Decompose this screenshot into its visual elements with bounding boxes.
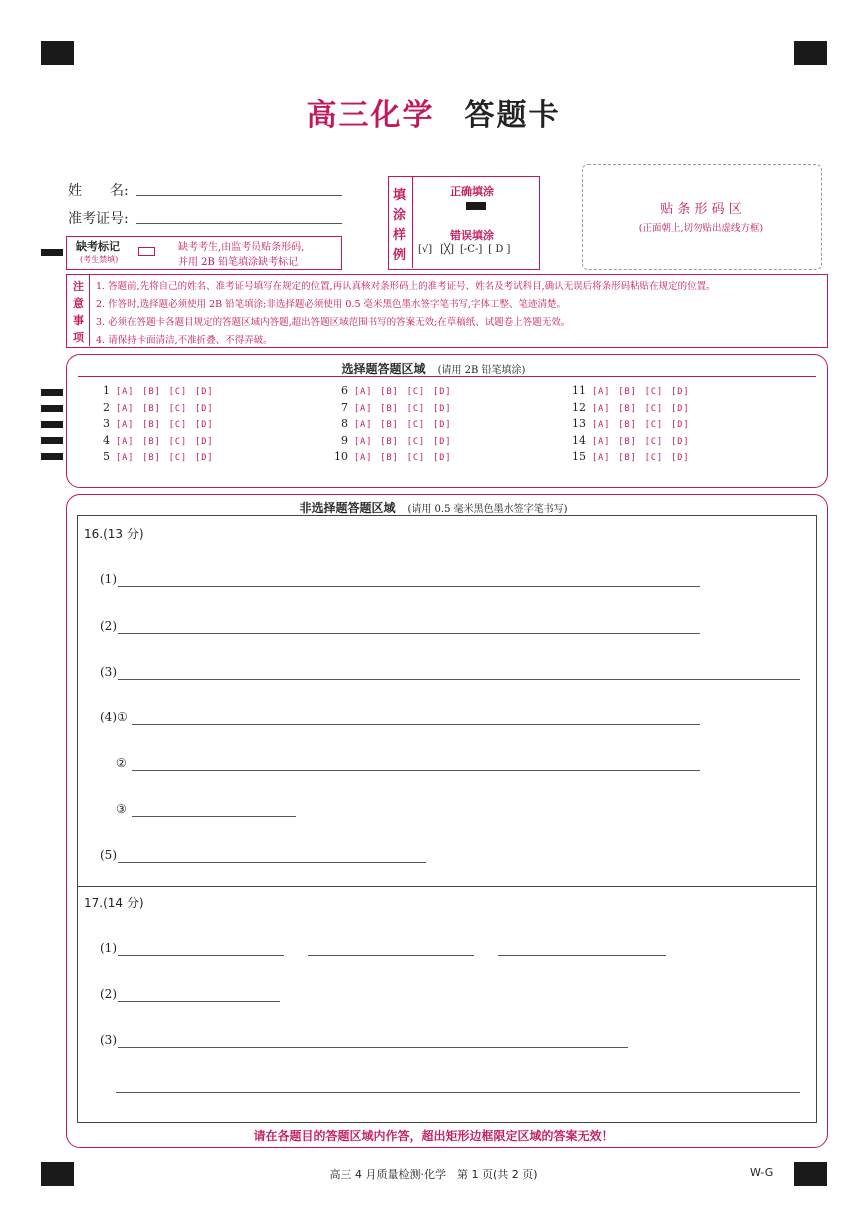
q17-answer-1a[interactable] — [118, 955, 284, 956]
title-card: 答题卡 — [464, 98, 561, 133]
mc-question-number: 4 — [103, 433, 110, 447]
mc-question-row — [572, 401, 697, 414]
wrong-mark-check: [√] — [418, 244, 433, 255]
mc-option-bubble[interactable]: [C] — [406, 387, 426, 397]
mc-question-number: 10 — [334, 450, 348, 464]
q17-part-2: (2) — [100, 987, 117, 1001]
wrong-fill-label: 错误填涂 — [450, 229, 494, 242]
mc-question-row — [334, 384, 459, 397]
mc-option-bubble[interactable]: [B] — [142, 420, 161, 431]
q16-part-1: (1) — [100, 572, 117, 586]
mc-option-bubble[interactable]: [A] — [116, 453, 135, 464]
mc-option-bubble[interactable]: [D] — [671, 453, 690, 464]
q17-part-3: (3) — [100, 1033, 117, 1047]
mc-question-row — [96, 434, 221, 447]
q16-part-4c: ③ — [116, 802, 127, 816]
free-sub: (请用 0.5 毫米黑色墨水签字笔书写) — [407, 504, 568, 515]
note-line-2: 2. 作答时,选择题必须使用 2B 铅笔填涂;非选择题必须使用 0.5 毫米黑色墨水签字笔书写,字体工整、笔迹清楚。 — [96, 299, 567, 310]
notes-side-3: 事 — [73, 314, 84, 327]
mc-option-bubble[interactable]: [B] — [142, 453, 161, 464]
mc-question-row — [96, 384, 221, 397]
note-line-1: 1. 答题前,先将自己的姓名、准考证号填写在规定的位置,再认真核对条形码上的准考证号、姓名及考试科目,确认无误后将条形码粘贴在规定的位置。 — [96, 281, 716, 292]
mc-question-number: 8 — [341, 417, 348, 431]
mc-option-bubble[interactable]: [A] — [354, 436, 373, 447]
mc-option-bubble[interactable]: [C] — [406, 436, 426, 447]
mc-question-row — [96, 417, 221, 430]
q17-answer-1c[interactable] — [498, 955, 666, 956]
mc-option-bubble[interactable]: [C] — [168, 453, 188, 464]
footer-code: W-G — [750, 1166, 774, 1179]
mc-option-bubble[interactable]: [C] — [168, 387, 188, 397]
notes-side-2: 意 — [73, 297, 84, 310]
corner-mark-top-right — [794, 41, 827, 65]
name-field[interactable] — [136, 195, 342, 196]
mc-option-bubble[interactable]: [A] — [354, 403, 373, 414]
mc-option-bubble[interactable]: [D] — [195, 436, 214, 447]
title-subject: 高三化学 — [306, 98, 435, 133]
q16-part-5: (5) — [100, 848, 117, 862]
timing-mark — [41, 249, 63, 256]
absent-label: 缺考标记 — [76, 240, 120, 253]
mc-question-row — [572, 384, 697, 397]
q17-label: 17.(14 分) — [84, 896, 144, 910]
notes-side-1: 注 — [73, 280, 84, 293]
fill-side-3: 样 — [393, 228, 407, 243]
mc-question-row — [334, 450, 459, 463]
mc-option-bubble[interactable]: [D] — [433, 436, 452, 447]
mc-option-bubble[interactable]: [A] — [592, 453, 611, 464]
mc-question-number: 15 — [572, 450, 586, 464]
mc-question-number: 9 — [341, 433, 348, 447]
mc-option-bubble[interactable]: [D] — [671, 403, 690, 414]
mc-question-number: 2 — [103, 400, 110, 414]
mc-option-bubble[interactable]: [D] — [433, 387, 452, 397]
mc-option-bubble[interactable]: [B] — [380, 387, 399, 397]
boundary-warning: 请在各题目的答题区域内作答，超出矩形边框限定区域的答案无效！ — [253, 1129, 614, 1143]
mc-option-bubble[interactable]: [B] — [142, 403, 161, 414]
mc-option-bubble[interactable]: [C] — [406, 403, 426, 414]
mc-option-bubble[interactable]: [A] — [354, 387, 373, 397]
mc-option-bubble[interactable]: [B] — [142, 387, 161, 397]
mc-question-row — [334, 434, 459, 447]
q16-answer-4b[interactable] — [132, 770, 700, 771]
mc-question-number: 1 — [103, 384, 110, 397]
mc-option-bubble[interactable]: [D] — [195, 420, 214, 431]
fill-side-4: 例 — [393, 248, 407, 263]
mc-question-number: 14 — [572, 433, 586, 447]
mc-option-bubble[interactable]: [C] — [406, 420, 426, 431]
absent-note-2: 并用 2B 铅笔填涂缺考标记 — [178, 257, 299, 268]
note-line-3: 3. 必须在答题卡各题目规定的答题区域内答题,超出答题区域范围书写的答案无效;在草稿纸、试题卷上答题无效。 — [96, 317, 571, 328]
q16-q17-divider — [77, 886, 816, 887]
mc-option-bubble[interactable]: [B] — [380, 436, 399, 447]
mc-question-row — [96, 450, 221, 463]
q16-answer-3[interactable] — [118, 679, 800, 680]
mc-option-bubble[interactable]: [D] — [195, 403, 214, 414]
mc-option-bubble[interactable]: [B] — [618, 403, 637, 414]
mc-option-bubble[interactable]: [D] — [195, 387, 214, 397]
q16-part-4a: (4)① — [100, 710, 128, 724]
mc-option-bubble[interactable]: [D] — [671, 420, 690, 431]
mc-option-bubble[interactable]: [A] — [354, 420, 373, 431]
footer-page-info: 高三 4 月质量检测·化学 第 1 页(共 2 页) — [329, 1168, 538, 1181]
mc-option-bubble[interactable]: [C] — [644, 453, 664, 464]
mc-question-number: 13 — [572, 417, 586, 431]
corner-mark-top-left — [41, 41, 74, 65]
q16-part-3: (3) — [100, 665, 117, 679]
q17-answer-1b[interactable] — [308, 955, 474, 956]
correct-fill-sample — [466, 202, 486, 210]
mc-option-bubble[interactable]: [B] — [618, 453, 637, 464]
notes-side-4: 项 — [73, 331, 84, 344]
mc-question-number: 7 — [341, 400, 348, 414]
note-line-4: 4. 请保持卡面清洁,不准折叠、不得弄破。 — [96, 335, 273, 346]
mc-option-bubble[interactable]: [B] — [142, 436, 161, 447]
barcode-sub: (正面朝上,切勿贴出虚线方框) — [638, 223, 764, 234]
barcode-title: 贴 条 形 码 区 — [660, 202, 742, 217]
mc-question-number: 11 — [572, 384, 586, 397]
mc-question-number: 12 — [572, 400, 586, 414]
mc-option-bubble[interactable]: [D] — [433, 453, 452, 464]
q16-label: 16.(13 分) — [84, 527, 144, 541]
q16-part-2: (2) — [100, 619, 117, 633]
name-label: 姓 名: — [68, 183, 129, 199]
q16-answer-1[interactable] — [118, 586, 700, 587]
q16-answer-2[interactable] — [118, 633, 700, 634]
mc-option-bubble[interactable]: [D] — [671, 436, 690, 447]
page-title — [0, 90, 867, 134]
fill-example-divider — [412, 177, 413, 268]
mc-title — [0, 360, 867, 377]
notes-divider — [89, 275, 90, 346]
mc-question-row — [572, 417, 697, 430]
q17-answer-3b[interactable] — [116, 1092, 800, 1093]
mc-question-row — [334, 401, 459, 414]
mc-option-bubble[interactable]: [C] — [168, 420, 188, 431]
timing-mark — [41, 437, 63, 444]
wrong-mark-dash: [-C-] — [460, 244, 483, 255]
mc-question-row — [572, 434, 697, 447]
mc-option-bubble[interactable]: [A] — [116, 387, 135, 397]
id-field[interactable] — [136, 223, 342, 224]
id-label: 准考证号: — [68, 211, 129, 227]
q17-part-1: (1) — [100, 941, 117, 955]
q16-answer-4a[interactable] — [132, 724, 700, 725]
wrong-fill-samples — [418, 244, 510, 255]
mc-option-bubble[interactable]: [A] — [592, 420, 611, 431]
mc-option-bubble[interactable]: [B] — [380, 453, 399, 464]
mc-option-bubble[interactable]: [A] — [354, 453, 373, 464]
correct-fill-label: 正确填涂 — [450, 185, 494, 198]
q16-answer-4c[interactable] — [132, 816, 296, 817]
mc-question-number: 5 — [103, 450, 110, 464]
mc-question-row — [572, 450, 697, 463]
free-answer-frame — [77, 515, 817, 1123]
mc-question-row — [96, 401, 221, 414]
timing-mark — [41, 453, 63, 460]
mc-option-bubble[interactable]: [A] — [592, 403, 611, 414]
wrong-mark-cross: [╳] — [440, 244, 455, 255]
mc-option-bubble[interactable]: [C] — [644, 387, 664, 397]
mc-option-bubble[interactable]: [D] — [195, 453, 214, 464]
fill-side-1: 填 — [393, 188, 407, 203]
barcode-area[interactable] — [582, 164, 822, 270]
mc-option-bubble[interactable]: [D] — [433, 403, 452, 414]
mc-option-bubble[interactable]: [D] — [433, 420, 452, 431]
mc-option-bubble[interactable]: [B] — [380, 420, 399, 431]
mc-option-bubble[interactable]: [C] — [168, 403, 188, 414]
mc-option-bubble[interactable]: [A] — [116, 436, 135, 447]
mc-option-bubble[interactable]: [A] — [592, 387, 611, 397]
mc-option-bubble[interactable]: [A] — [116, 403, 135, 414]
mc-sub: (请用 2B 铅笔填涂) — [437, 365, 526, 376]
mc-option-bubble[interactable]: [B] — [618, 436, 637, 447]
mc-option-bubble[interactable]: [C] — [644, 403, 664, 414]
q16-answer-5[interactable] — [118, 862, 426, 863]
mc-question-number: 3 — [103, 417, 110, 431]
absent-sub: (考生禁填) — [80, 255, 119, 264]
timing-mark — [41, 405, 63, 412]
mc-option-bubble[interactable]: [C] — [644, 420, 664, 431]
timing-mark — [41, 389, 63, 396]
timing-mark — [41, 421, 63, 428]
mc-title-text: 选择题答题区域 — [341, 362, 426, 376]
mc-option-bubble[interactable]: [B] — [618, 387, 637, 397]
wrong-mark-partial: [ D ] — [488, 244, 511, 255]
mc-option-bubble[interactable]: [A] — [116, 420, 135, 431]
mc-option-bubble[interactable]: [B] — [618, 420, 637, 431]
mc-question-number: 6 — [341, 384, 348, 397]
mc-option-bubble[interactable]: [C] — [406, 453, 426, 464]
free-title — [0, 499, 867, 516]
q16-part-4b: ② — [116, 756, 127, 770]
absent-checkbox[interactable] — [138, 247, 155, 256]
mc-option-bubble[interactable]: [C] — [644, 436, 664, 447]
q17-answer-2[interactable] — [118, 1001, 280, 1002]
mc-option-bubble[interactable]: [B] — [380, 403, 399, 414]
mc-question-row — [334, 417, 459, 430]
free-title-text: 非选择题答题区域 — [299, 501, 396, 515]
mc-option-bubble[interactable]: [A] — [592, 436, 611, 447]
absent-note-1: 缺考考生,由监考员贴条形码, — [178, 242, 305, 253]
mc-option-bubble[interactable]: [D] — [671, 387, 690, 397]
fill-side-2: 涂 — [393, 208, 407, 223]
mc-title-rule — [78, 376, 816, 377]
mc-option-bubble[interactable]: [C] — [168, 436, 188, 447]
q17-answer-3a[interactable] — [118, 1047, 628, 1048]
